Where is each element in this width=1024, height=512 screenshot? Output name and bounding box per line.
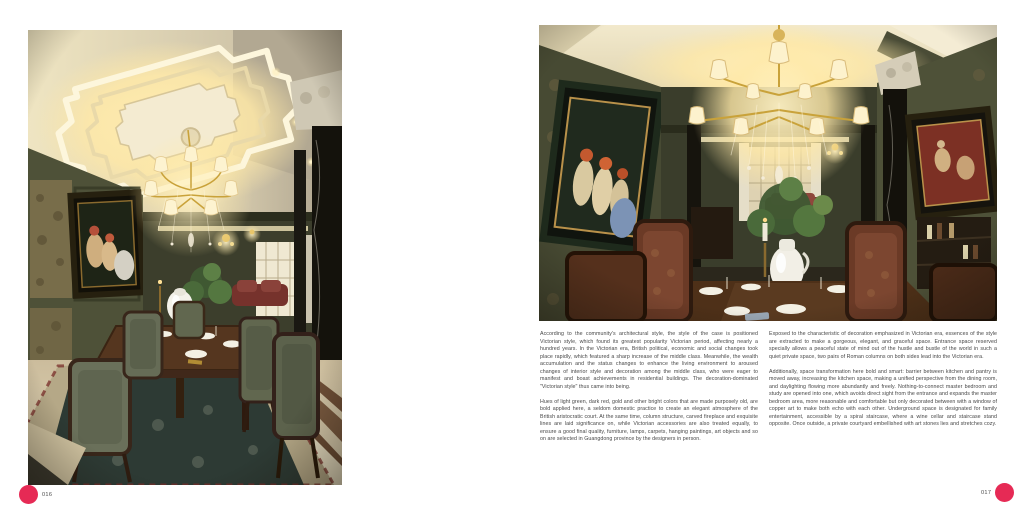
- article-column-right: [769, 331, 997, 436]
- folio-right: [981, 483, 1014, 502]
- page-number-dot: [19, 485, 38, 504]
- dining-room-vertical-illustration: [28, 30, 342, 485]
- folio-left: [19, 485, 52, 504]
- page-number: 016: [42, 491, 53, 498]
- page-number: 017: [981, 489, 992, 496]
- article-column-left: [540, 331, 758, 451]
- paragraph: Hues of light green, dark red, gold and other bright colors that are made purposely old, are bold applied here, a seldom domestic practice to create an elegant atmosphere of the British aristocratic court. At the same time, column structure, carved fireplace and exquisite lines are laid significance on, while Victorian accessories are also treated equally, to ensure a good final quality, furniture, lamps, carpets, hanging paintings, art objects and so on are selected in Guangdong province by the designers in person.: [540, 398, 758, 442]
- dining-room-horizontal-illustration: [539, 25, 997, 321]
- page-number-dot: [995, 483, 1014, 502]
- paragraph: Additionally, space transformation here bold and smart: barrier between kitchen and pantry is moved away, increasing the kitchen space, making a unified perspective from the dining room, and daylighting flowing more abundantly and freely. Nothing-to-connect master bedroom and study are opened into one, which avoids direct sight from the entrance and expands the master bedroom area, more reasonable and comfortable but only decorated between with a window of copper art to make both echo with each other. Underground space is designated for family entertainment, accessible by a spiral staircase, where a wine cellar and staircase stand opposite. Once outside, a private courtyard embellished with art stones lies and stretches cozy.: [769, 368, 997, 427]
- paragraph: According to the community's architectural style, the style of the case is positioned Victorian style, which found its greatest popularity Victorian period, affecting nearly a hundred years. In the Victorian era, British political, economic and social changes took place rapidly, which featured a sharp increase of the middle class. Meanwhile, the wealth accumulation and the status changes to enhance the living environment to aroused changes of interior style and decoration among the middle class, who were eager to manifest and boast achievements in residential buildings. The decoration-dominated "Victorian style" thus came into being.: [540, 331, 758, 390]
- right-page-photo: [539, 25, 997, 321]
- paragraph: Exposed to the characteristic of decoration emphasized in Victorian era, essences of the style are extracted to make a gorgeous, elegant, and graceful space. Entrance space reserved specially allows a peaceful state of mind out of the hustle and bustle of the world in such a quiet private space, two pairs of Roman columns on both sides lead into the Victorian era.: [769, 331, 997, 360]
- left-page-photo: [28, 30, 342, 485]
